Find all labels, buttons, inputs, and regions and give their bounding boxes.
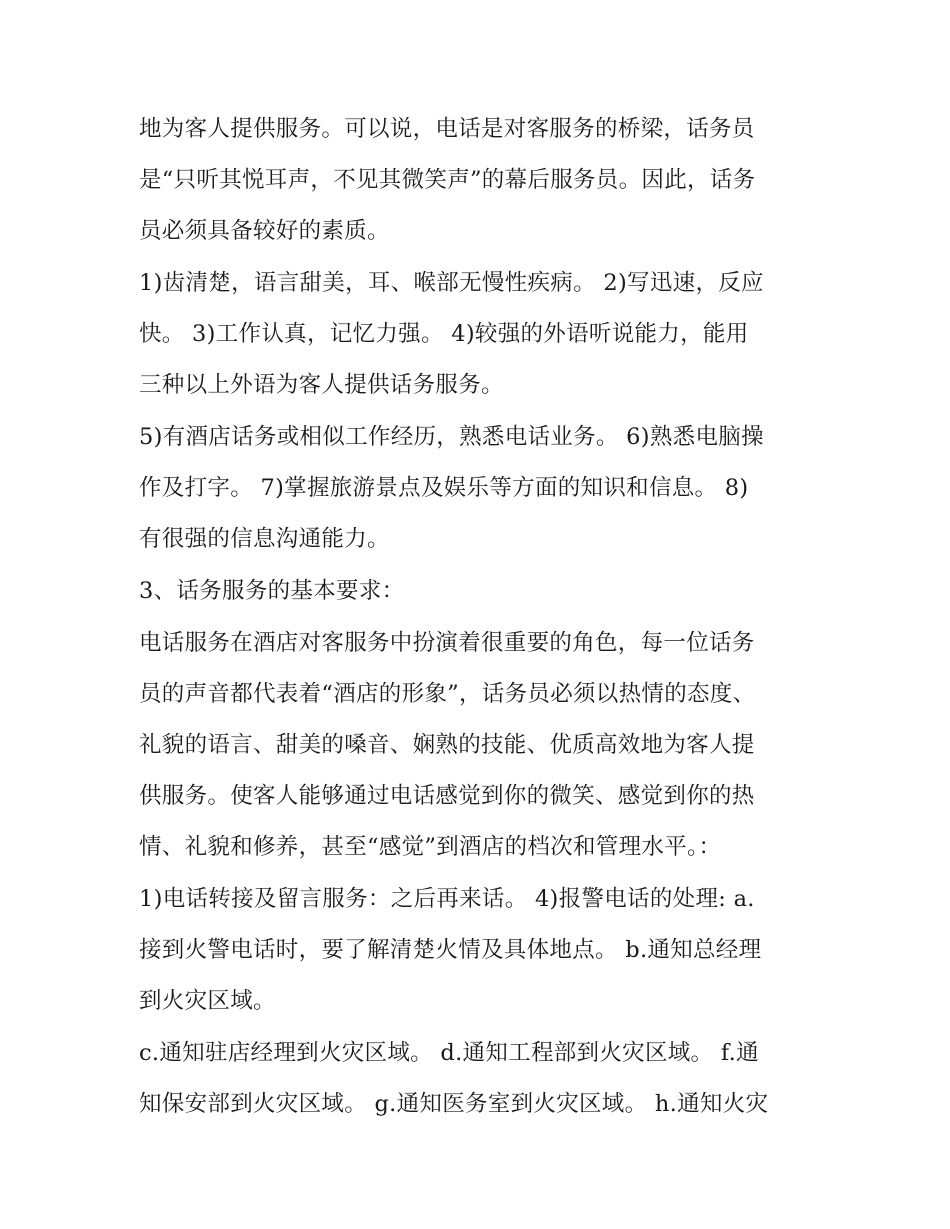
paragraph-requirements-1: [139, 258, 819, 411]
text-line: 作及打字。 7)掌握旅游景点及娱乐等方面的知识和信息。 8): [139, 475, 749, 501]
paragraph-fire-notifications: [139, 1028, 819, 1130]
text-line: 地为客人提供服务。可以说，电话是对客服务的桥梁，话务员: [139, 116, 755, 142]
text-line: 1)齿清楚，语言甜美，耳、喉部无慢性疾病。 2)写迅速，反应: [139, 270, 764, 296]
text-line: 5)有酒店话务或相似工作经历，熟悉电话业务。 6)熟悉电脑操: [139, 424, 764, 450]
text-line: 三种以上外语为客人提供话务服务。: [139, 372, 504, 398]
text-line: 有很强的信息沟通能力。: [139, 526, 390, 552]
text-line: 是“只听其悦耳声，不见其微笑声”的幕后服务员。因此，话务: [139, 167, 756, 193]
text-line: 供服务。使客人能够通过电话感觉到你的微笑、感觉到你的热: [139, 783, 755, 809]
text-line: 1)电话转接及留言服务：之后再来话。 4)报警电话的处理: a.: [139, 886, 755, 912]
text-line: 情、礼貌和修养，甚至“感觉”到酒店的档次和管理水平。：: [139, 834, 722, 860]
text-line: c.通知驻店经理到火灾区域。 d.通知工程部到火灾区域。 f.通: [139, 1040, 759, 1066]
paragraph-intro: [139, 104, 819, 257]
text-line: 员必须具备较好的素质。: [139, 218, 390, 244]
section-heading: [139, 566, 819, 617]
text-line: 礼貌的语言、甜美的嗓音、娴熟的技能、优质高效地为客人提: [139, 732, 755, 758]
paragraph-requirements-2: [139, 412, 819, 565]
text-line: 到火灾区域。: [139, 988, 276, 1014]
text-line: 员的声音都代表着“酒店的形象”，话务员必须以热情的态度、: [139, 681, 756, 707]
paragraph-service-description: [139, 618, 819, 873]
text-line: 快。 3)工作认真，记忆力强。 4)较强的外语听说能力，能用: [139, 321, 749, 347]
text-line: 电话服务在酒店对客服务中扮演着很重要的角色，每一位话务: [139, 630, 755, 656]
text-line: 3、话务服务的基本要求：: [139, 578, 405, 604]
paragraph-call-handling: [139, 874, 819, 1027]
text-line: 知保安部到火灾区域。 g.通知医务室到火灾区域。 h.通知火灾: [139, 1091, 769, 1117]
text-line: 接到火警电话时，要了解清楚火情及具体地点。 b.通知总经理: [139, 937, 762, 963]
document-body: [139, 104, 819, 1131]
